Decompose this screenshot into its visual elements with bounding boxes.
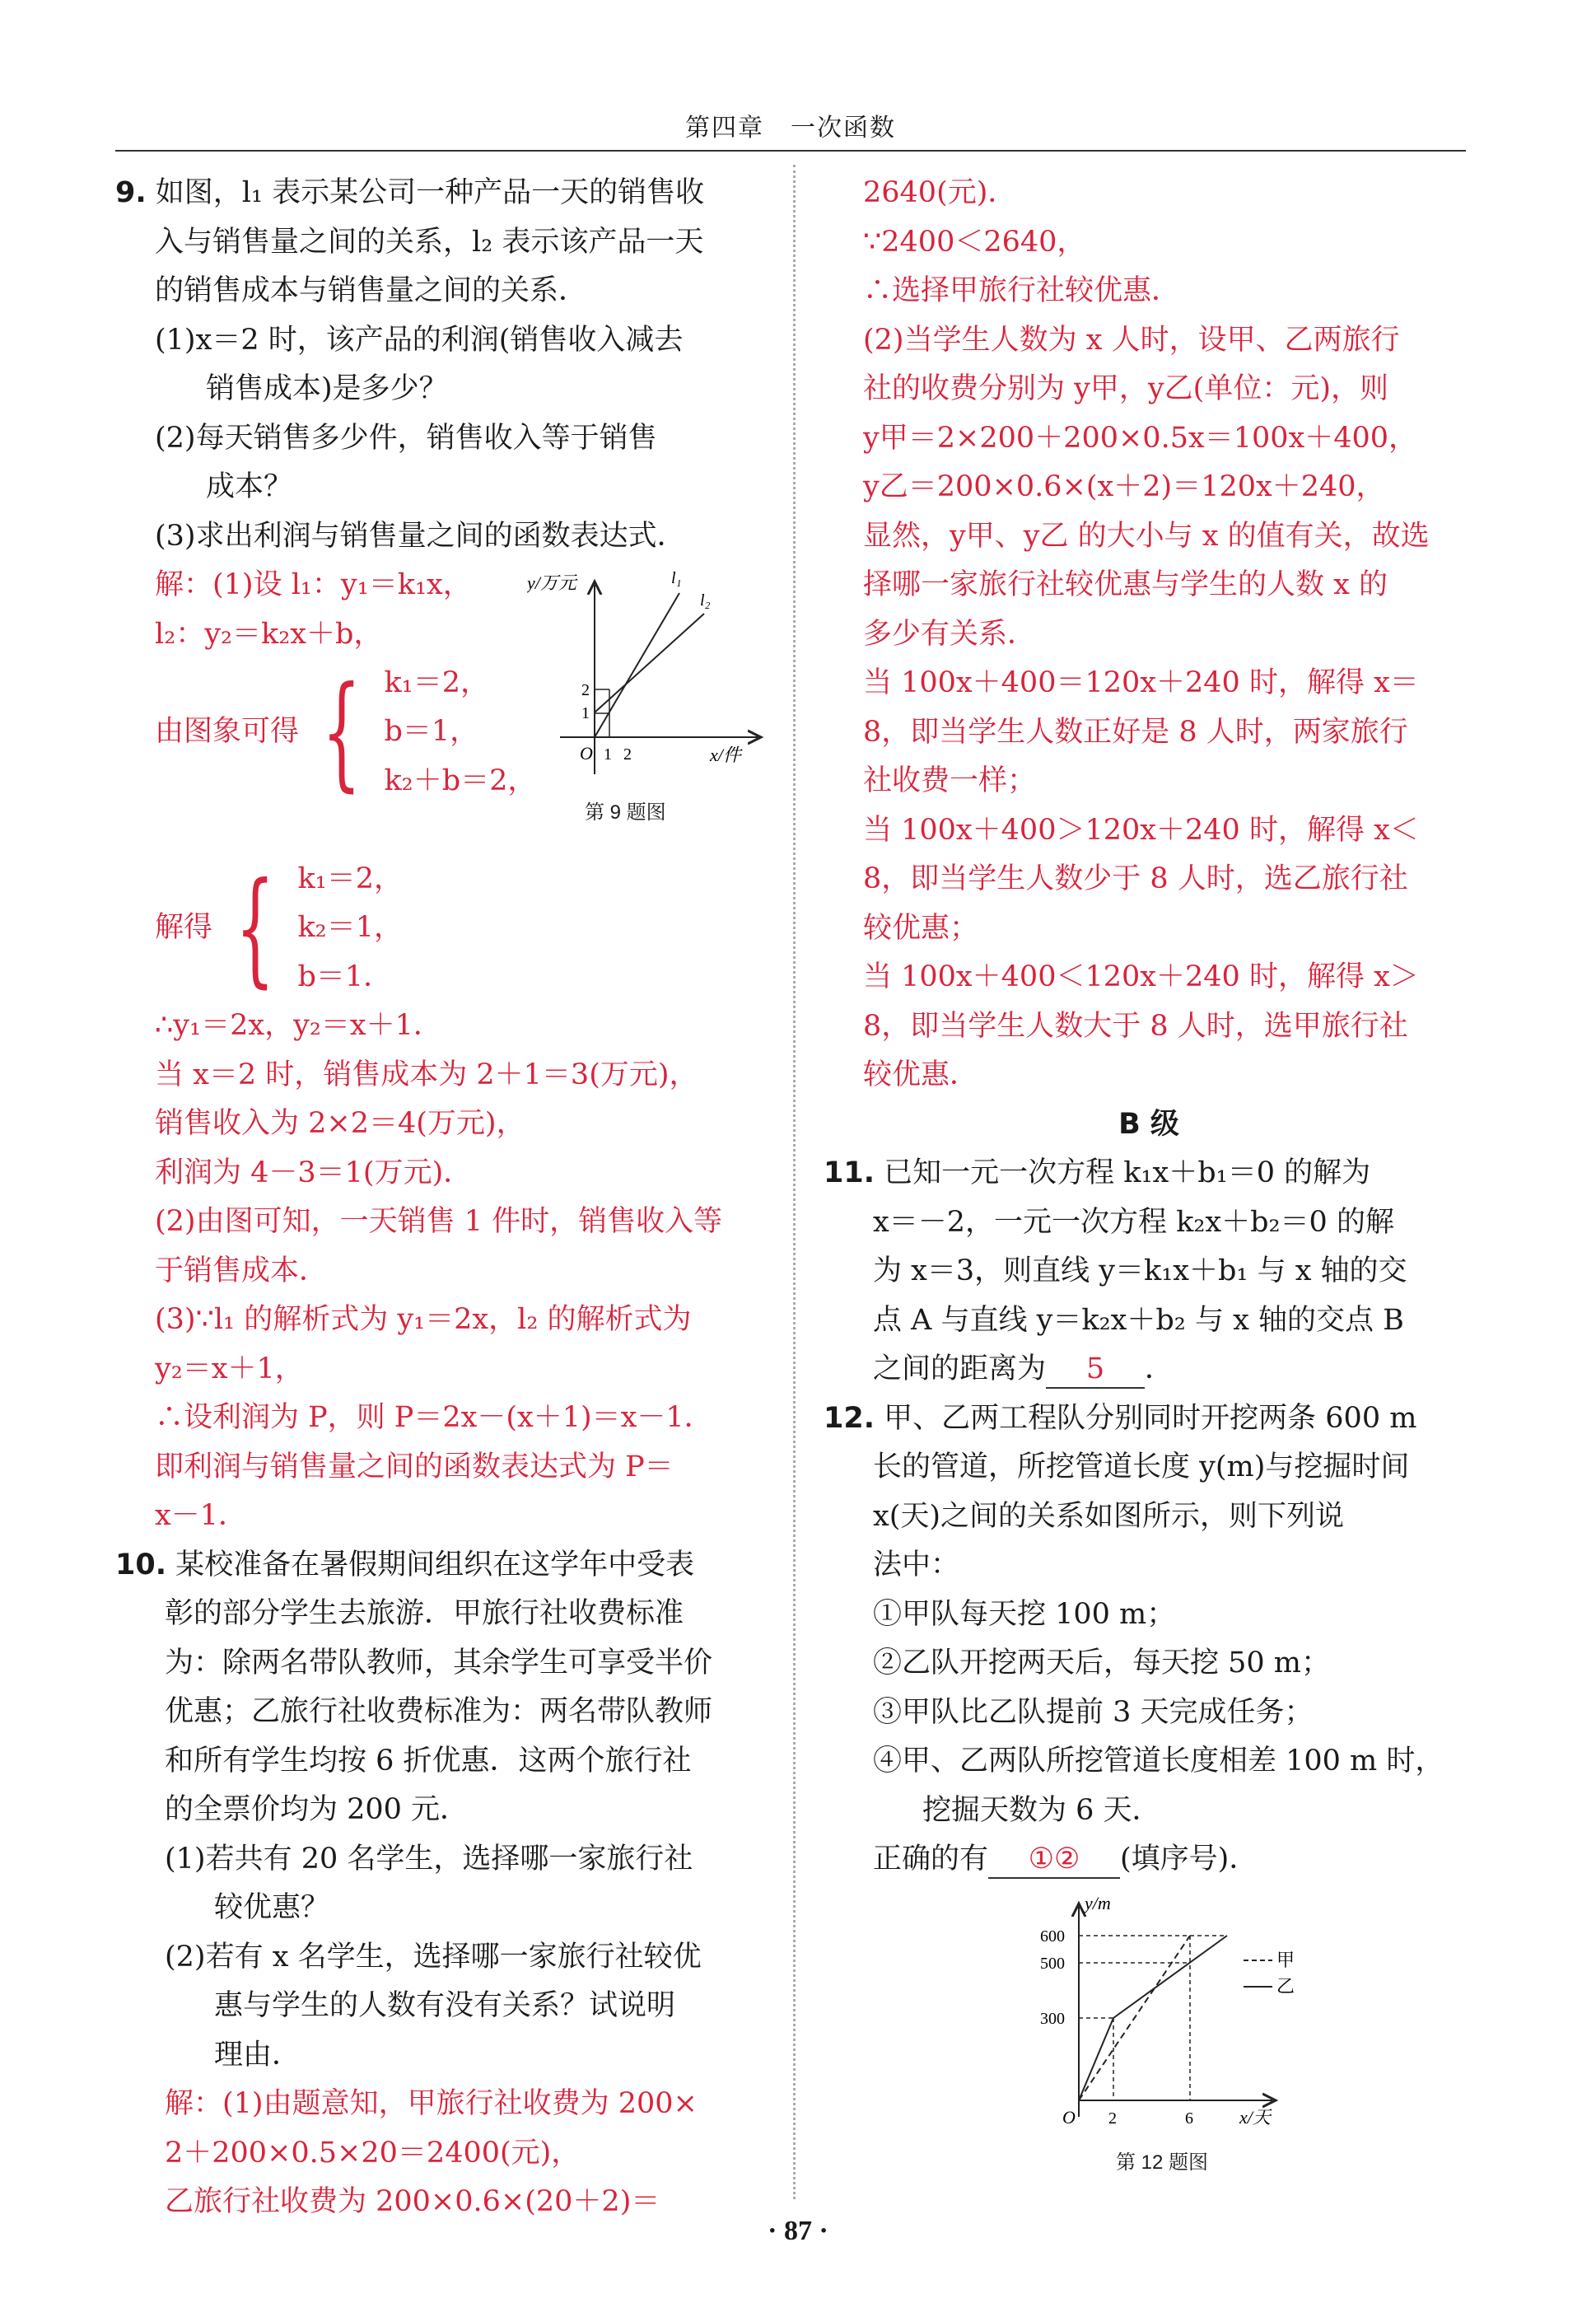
q10-solution-cont: 当 100x＋400＞120x＋240 时，解得 x＜ [863,813,1419,847]
q9-equation-system-1: 由图象可得 { k₁＝2， b＝1， k₂＋b＝2， [155,661,537,804]
q9-line: 的销售成本与销售量之间的关系． [155,274,588,307]
q9-figure [527,568,774,782]
q12-answer-blank: ①② [988,1841,1120,1879]
q9-solution-line: ∴y₁＝2x，y₂＝x＋1． [155,1009,442,1042]
q11-line: 点 A 与直线 y＝k₂x＋b₂ 与 x 轴的交点 B [873,1303,1404,1337]
q9-origin: O [580,743,593,764]
q10-number: 10. [115,1548,167,1581]
q9-solution-line: 解：(1)设 l₁：y₁＝k₁x， [155,568,472,601]
q12-figure [1034,1894,1330,2133]
q10-solution-cont: 当 100x＋400＜120x＋240 时，解得 x＞ [863,960,1419,993]
q9-solution-line: 即利润与销售量之间的函数表达式为 P＝ [155,1450,674,1483]
q10-solution-cont: 8，即当学生人数少于 8 人时，选乙旅行社 [863,862,1408,895]
q10-solution-cont: 当 100x＋400＝120x＋240 时，解得 x＝ [863,666,1419,699]
q12-item: ②乙队开挖两天后，每天挖 50 m； [873,1647,1330,1679]
section-heading: B 级 [1118,1107,1179,1141]
q12-line: 12. 甲、乙两工程队分别同时开挖两条 600 m [824,1401,1417,1435]
q10-solution-cont: 社收费一样； [863,764,1037,797]
q12-item: ④甲、乙两队所挖管道长度相差 100 m 时， [873,1745,1444,1777]
q10-line: 10. 某校准备在暑假期间组织在这学年中受表 [115,1548,695,1581]
q11-line: 为 x＝3，则直线 y＝k₁x＋b₁ 与 x 轴的交 [873,1254,1407,1287]
column-divider [793,165,796,2199]
q9-sub1-cont: 销售成本)是多少？ [206,372,448,405]
q10-solution-line: 乙旅行社收费为 200×0.6×(20＋2)＝ [165,2185,660,2218]
q10-solution-cont: (2)当学生人数为 x 人时，设甲、乙两旅行 [863,323,1400,357]
q9-sub2-cont: 成本？ [206,470,293,503]
q9-tick-y: 1 [581,704,590,722]
q10-solution-cont: 8，即当学生人数大于 8 人时，选甲旅行社 [863,1009,1408,1043]
q11-line: 11. 已知一元一次方程 k₁x＋b₁＝0 的解为 [824,1156,1371,1189]
q11-answer-line: 之间的距离为 5 ． [824,1345,1474,1394]
q9-equation-system-2: 解得 { k₁＝2， k₂＝1， b＝1． [155,857,403,1000]
q9-solution-line: y₂＝x＋1， [155,1352,304,1385]
q12-x-label: x/天 [1239,2107,1271,2128]
q12-line: 法中： [873,1549,960,1581]
q12-tick-x: 6 [1185,2109,1193,2128]
q9-solution-line: 于销售成本． [155,1254,329,1287]
q10-solution-line: 解：(1)由题意知，甲旅行社收费为 200× [165,2087,698,2120]
q9-solution-line: (3)∵l₁ 的解析式为 y₁＝2x，l₂ 的解析式为 [155,1303,692,1336]
header-rule [115,150,1466,152]
right-column [824,169,1474,1885]
q12-line: 长的管道，所挖管道长度 y(m)与挖掘时间 [873,1450,1410,1483]
q12-figure-caption: 第 12 题图 [1116,2151,1209,2174]
q12-legend-yi: 乙 [1276,1976,1295,1997]
q9-sub2: (2)每天销售多少件，销售收入等于销售 [155,421,657,455]
q9-solution-line: 当 x＝2 时，销售成本为 2＋1＝3(万元)， [155,1058,698,1091]
q10-solution-cont: y乙＝200×0.6×(x＋2)＝120x＋240， [863,470,1385,503]
q10-solution-cont: ∴选择甲旅行社较优惠． [863,274,1181,307]
q9-line-l2 [595,614,704,712]
q10-solution-cont: 8，即当学生人数正好是 8 人时，两家旅行 [863,715,1408,749]
q9-line-l1 [595,593,679,737]
q10-sub2-cont: 理由． [214,2038,301,2072]
q9-tick-x: 2 [623,745,632,764]
q11-number: 11. [824,1156,875,1189]
q10-sub2-cont: 惠与学生的人数有没有关系？试说明 [214,1989,676,2022]
q9-solution-line: 销售收入为 2×2＝4(万元)， [155,1107,525,1140]
q12-tick-y: 300 [1040,2010,1065,2028]
q10-line: 和所有学生均按 6 折优惠．这两个旅行社 [165,1744,692,1777]
q12-y-label: y/m [1085,1894,1111,1913]
q9-figure-caption: 第 9 题图 [585,801,666,824]
q9-l2-label: l₂ [700,591,711,610]
q10-solution-line: 2＋200×0.5×20＝2400(元)， [165,2136,581,2170]
q10-solution-cont: 多少有关系． [863,617,1037,651]
q10-sub1: (1)若共有 20 名学生，选择哪一家旅行社 [165,1842,693,1876]
q12-tick-x: 2 [1108,2109,1117,2128]
q12-tick-y: 600 [1040,1927,1065,1946]
q10-line: 优惠；乙旅行社收费标准为：两名带队教师 [165,1695,713,1728]
page-number: · 87 · [768,2216,828,2246]
q12-tick-y: 500 [1040,1955,1065,1973]
q9-solution-line: l₂：y₂＝k₂x＋b， [155,617,383,651]
q10-line: 的全票价均为 200 元． [165,1793,469,1826]
q10-solution-cont: ∵2400＜2640， [863,225,1086,259]
q9-line: 入与销售量之间的关系，l₂ 表示该产品一天 [155,225,704,259]
q10-line: 为：除两名带队教师，其余学生可享受半价 [165,1646,713,1679]
q11-line: x＝－2，一元一次方程 k₂x＋b₂＝0 的解 [873,1205,1394,1239]
q12-item: ③甲队比乙队提前 3 天完成任务； [873,1695,1314,1729]
q10-solution-cont: y甲＝2×200＋200×0.5x＝100x＋400， [863,421,1418,455]
q12-answer-line: 正确的有 ①② (填序号)． [824,1835,1474,1885]
q9-solution-line: (2)由图可知，一天销售 1 件时，销售收入等 [155,1205,723,1238]
q10-solution-cont: 较优惠； [863,911,979,945]
q12-origin: O [1062,2107,1076,2128]
q12-line: x(天)之间的关系如图所示，则下列说 [873,1499,1345,1533]
q9-l1-label: l₁ [671,569,682,587]
q12-item-cont: 挖掘天数为 6 天． [922,1793,1161,1827]
q10-solution-cont: 2640(元)． [863,176,1017,209]
q9-x-label: x/件 [710,745,741,765]
q9-tick-y: 2 [581,681,590,699]
q10-line: 彰的部分学生去旅游．甲旅行社收费标准 [165,1597,684,1630]
q9-sub1: (1)x＝2 时，该产品的利润(销售收入减去 [155,323,684,357]
left-column [115,169,766,2227]
q12-item: ①甲队每天挖 100 m； [873,1597,1176,1631]
q9-y-label: y/万元 [527,572,576,593]
q12-number: 12. [824,1401,875,1435]
q10-solution-cont: 社的收费分别为 y甲，y乙(单位：元)，则 [863,372,1388,405]
q11-answer-blank: 5 [1046,1351,1145,1389]
q10-solution-cont: 显然，y甲、y乙 的大小与 x 的值有关，故选 [863,519,1430,553]
q10-solution-cont: 较优惠． [863,1058,979,1091]
page-header: 第四章 一次函数 [685,114,896,142]
q10-sub2: (2)若有 x 名学生，选择哪一家旅行社较优 [165,1940,702,1974]
q9-line: 9. 如图，l₁ 表示某公司一种产品一天的销售收 [115,176,705,209]
q10-sub1-cont: 较优惠？ [214,1891,330,1924]
q12-legend-jia: 甲 [1276,1950,1295,1970]
q9-sub3: (3)求出利润与销售量之间的函数表达式． [155,519,686,553]
q9-solution-line: 利润为 4－3＝1(万元)． [155,1156,473,1189]
q10-solution-cont: 择哪一家旅行社较优惠与学生的人数 x 的 [863,568,1388,601]
q9-tick-x: 1 [604,745,612,764]
q9-solution-line: ∴设利润为 P，则 P＝2x－(x＋1)＝x－1． [155,1401,713,1434]
q9-solution-line: x－1． [155,1499,248,1532]
q9-number: 9. [115,176,147,209]
